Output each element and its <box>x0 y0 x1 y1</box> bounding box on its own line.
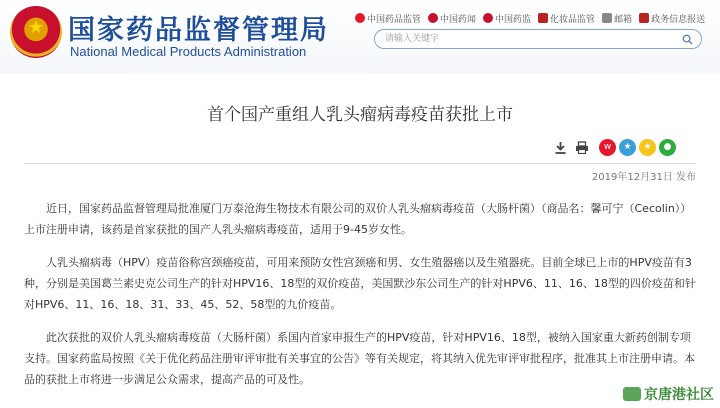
top-link-weibo[interactable] <box>355 12 421 25</box>
favorite-icon: ★ <box>643 142 652 152</box>
wechat-icon: ● <box>663 142 672 152</box>
download-button[interactable] <box>552 139 568 155</box>
top-link-label: 政务信息报送 <box>651 14 706 25</box>
site-logo-subtitle: National Medical Products Administration <box>70 44 307 59</box>
top-link-label: 中国药品监管 <box>367 14 422 25</box>
favorite-button[interactable] <box>639 139 656 156</box>
print-icon <box>575 141 589 154</box>
top-link-cosmetics[interactable] <box>538 12 595 25</box>
watermark-text: 京唐港社区 <box>644 387 714 403</box>
download-icon <box>554 141 567 154</box>
share-qzone-button[interactable] <box>619 139 636 156</box>
article-body <box>24 198 696 402</box>
top-link-label: 中国药监 <box>495 14 532 25</box>
top-link-news[interactable] <box>428 12 476 25</box>
news-icon <box>428 13 438 23</box>
top-link-gov-info[interactable] <box>639 12 705 25</box>
cn-icon <box>483 13 493 23</box>
top-link-label: 中国药闻 <box>440 14 477 25</box>
cosmetics-icon <box>538 13 548 23</box>
print-button[interactable] <box>574 139 590 155</box>
national-emblem-icon[interactable]: ★ <box>10 6 62 58</box>
share-weibo-button[interactable] <box>599 139 616 156</box>
site-header <box>0 0 720 74</box>
article-paragraph: 人乳头瘤病毒（HPV）疫苗俗称宫颈癌疫苗，可用来预防女性宫颈癌和男、女生殖器癌以及生殖器疣。目前全球已上市的HPV疫苗有3种，分别是美国葛兰素史克公司生产的针对HPV16、18型的双价疫苗，美国默沙东公司生产的针对HPV6、11、16、18型的四价疫苗和针对HPV6、11、16、18、31、33、45、52、58型的九价疫苗。 <box>24 256 696 311</box>
watermark-logo-icon <box>623 387 641 401</box>
search-input[interactable] <box>385 32 675 46</box>
top-links <box>355 10 717 26</box>
qzone-icon: ★ <box>623 142 632 152</box>
article-tools <box>552 138 676 156</box>
search-box <box>374 29 702 49</box>
article-paragraph: 近日，国家药品监督管理局批准厦门万泰沧海生物技术有限公司的双价人乳头瘤病毒疫苗（大肠杆菌）（商品名：馨可宁（Cecolin））上市注册申请，该药是首家获批的国产人乳头瘤病毒疫苗，适用于9-45岁女性。 <box>24 202 692 236</box>
share-wechat-button[interactable] <box>659 139 676 156</box>
top-link-label: 化妆品监管 <box>550 14 596 25</box>
search-icon[interactable] <box>682 34 693 45</box>
watermark <box>623 384 714 404</box>
mail-icon <box>602 13 612 23</box>
title-divider <box>24 163 696 164</box>
site-logo-title[interactable]: 国家药品监督管理局 <box>68 15 329 46</box>
top-link-label: 邮箱 <box>614 14 633 25</box>
article-paragraph: 此次获批的双价人乳头瘤病毒疫苗（大肠杆菌）系国内首家申报生产的HPV疫苗，针对HPV16、18型，被纳入国家重大新药创制专项支持。国家药监局按照《关于优化药品注册审评审批有关事宜的公告》等有关规定，将其纳入优先审评审批程序，批准其上市注册申请。本品的获批上市将进一步满足公众需求，提高产品的可及性。 <box>24 331 695 386</box>
gov-icon <box>639 13 649 23</box>
publish-date: 2019年12月31日 发布 <box>591 172 696 183</box>
weibo-icon: w <box>603 142 612 152</box>
weibo-icon <box>355 13 365 23</box>
top-link-mail[interactable] <box>602 12 632 25</box>
article-title: 首个国产重组人乳头瘤病毒疫苗获批上市 <box>207 105 513 125</box>
top-link-cn-regulator[interactable] <box>483 12 531 25</box>
